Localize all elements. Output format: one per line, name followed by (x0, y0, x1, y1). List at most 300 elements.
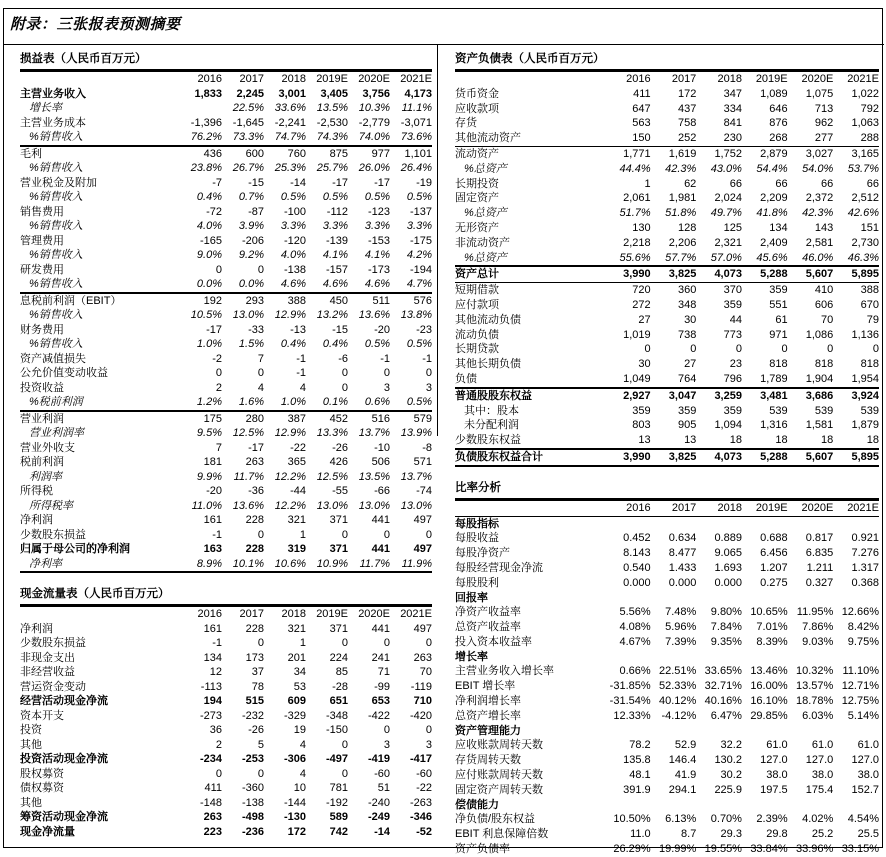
row-label: 投入资本收益率 (455, 635, 532, 648)
cell-value: 515 (245, 695, 264, 707)
cell-value: -23 (416, 323, 432, 336)
row-label: 每股经营现金净流 (455, 561, 543, 574)
cell-value: 497 (413, 514, 432, 526)
cell-value: 388 (264, 293, 306, 309)
cell-value: 5,895 (833, 266, 879, 282)
cell-value: 2,879 (742, 146, 788, 161)
cell-value: 905 (677, 419, 697, 432)
table-row (455, 357, 879, 372)
cell-value: 4 (299, 738, 306, 751)
cell-value: 0.000 (668, 576, 697, 589)
cell-value: 4.54% (847, 813, 879, 826)
table-row (455, 313, 879, 328)
cell-value: 1,063 (851, 117, 879, 130)
cell-value: 0.5% (322, 191, 348, 203)
row-label: %销售收入 (29, 162, 83, 174)
cell-value: 70 (419, 666, 432, 678)
cell-value: 0 (257, 263, 264, 276)
cell-value: 3,165 (833, 146, 879, 161)
cell-value: 23.8% (190, 162, 222, 174)
cell-value: -137 (409, 205, 432, 218)
cell-value: 0.70% (710, 813, 742, 826)
cell-value: 1.317 (851, 561, 879, 574)
table-row (20, 395, 432, 411)
cell-value: 962 (814, 117, 834, 130)
cell-value: 3.9% (238, 220, 264, 232)
cell-value: 371 (329, 514, 348, 526)
table-row (455, 177, 879, 192)
cell-value: 7.48% (665, 606, 697, 619)
table-row (20, 277, 432, 293)
cell-value: 71 (377, 666, 390, 678)
cell-value: -20 (206, 485, 222, 497)
row-label: 少数股东损益 (20, 637, 86, 649)
cell-value: 1,086 (805, 328, 834, 341)
page-title: 附录：三张报表预测摘要 (10, 16, 181, 33)
cell-value: 172 (287, 825, 306, 838)
table-row (455, 546, 879, 561)
cell-value: 3,027 (788, 146, 834, 161)
cell-value: -100 (283, 205, 306, 218)
cell-value: 42.6% (847, 207, 879, 220)
cell-value: 5.96% (665, 621, 697, 634)
table-row (455, 664, 879, 679)
cell-value: 600 (222, 146, 264, 162)
right-column (455, 50, 879, 857)
cell-value: 1.5% (238, 338, 264, 350)
table-row (455, 388, 879, 404)
table-row (20, 411, 432, 427)
cell-value: 0 (341, 528, 348, 541)
table-row (20, 723, 432, 738)
cell-value: 25.7% (316, 162, 348, 174)
cell-value: -6 (338, 352, 348, 365)
row-label: %销售收入 (29, 249, 83, 261)
cell-value: -14 (290, 176, 306, 189)
cell-value: 6.835 (805, 547, 834, 560)
cell-value: 4,073 (696, 266, 742, 282)
cell-value: 13.7% (358, 427, 390, 439)
cell-value: 646 (769, 102, 788, 115)
cell-value: -3,071 (400, 116, 432, 129)
row-label: 负债股东权益合计 (455, 449, 605, 466)
cell-value (833, 798, 879, 813)
table-row (20, 810, 432, 825)
cell-value: 52.33% (659, 680, 697, 693)
cell-value: 1.6% (238, 396, 264, 408)
cell-value: 9.03% (802, 635, 834, 648)
cell-value: -36 (248, 485, 264, 497)
cell-value: 10.6% (274, 557, 306, 570)
cell-value: 33.6% (274, 102, 306, 114)
cell-value: 1,136 (851, 328, 879, 341)
cell-value: 0.0% (238, 278, 264, 290)
cell-value: 10.5% (190, 309, 222, 321)
row-label: 营运资金变动 (20, 680, 86, 693)
cell-value: 0 (341, 738, 348, 751)
cell-value: 13 (638, 434, 651, 447)
row-label: 营业利润 (20, 411, 180, 427)
row-label: 少数股东损益 (20, 528, 86, 541)
cell-value: 0.5% (406, 338, 432, 350)
cell-value: -52 (416, 825, 432, 838)
cell-value: -1 (422, 352, 432, 365)
cell-value: 758 (677, 117, 697, 130)
cell-value: 16.10% (750, 695, 788, 708)
cell-value: 450 (306, 293, 348, 309)
table-row (455, 266, 879, 282)
cell-value: 4 (299, 381, 306, 394)
cell-value: 228 (245, 622, 264, 635)
cell-value: -329 (283, 709, 306, 722)
cell-value: 1.0% (196, 338, 222, 350)
table-row (455, 162, 879, 177)
year-header: 2018 (696, 501, 742, 516)
cell-value: 8.9% (196, 557, 222, 570)
cell-value: 293 (222, 293, 264, 309)
cell-value: 359 (632, 404, 651, 417)
cell-value: 497 (413, 622, 432, 635)
table-row (20, 622, 432, 637)
row-label: 资本开支 (20, 709, 64, 722)
row-label: 偿债能力 (455, 798, 499, 811)
table-row (455, 738, 879, 753)
year-header: 2020E (788, 501, 834, 516)
cell-value: 971 (769, 328, 788, 341)
cell-value (696, 591, 742, 606)
cell-value: 0.5% (406, 191, 432, 203)
cell-value (742, 798, 788, 813)
cell-value: 19.99% (659, 843, 697, 856)
section-header-row (455, 798, 879, 813)
cell-value: 1,075 (805, 87, 834, 100)
row-label: 存货周转天数 (455, 754, 521, 767)
table-row (455, 328, 879, 343)
cell-value: 651 (329, 695, 348, 707)
row-label: 每股净资产 (455, 547, 510, 560)
table-row (20, 694, 432, 709)
cell-value: 803 (632, 419, 651, 432)
cell-value: 0.368 (851, 576, 879, 589)
cell-value: 0.540 (623, 561, 651, 574)
cell-value: 7.86% (802, 621, 834, 634)
row-label: 增长率 (29, 102, 62, 114)
cell-value: 2,730 (851, 236, 879, 249)
cell-value: 8.477 (668, 547, 697, 560)
cell-value: 0.000 (714, 576, 742, 589)
cell-value: -119 (410, 680, 432, 693)
year-header: 2019E (742, 501, 788, 516)
cell-value: 280 (222, 411, 264, 427)
row-label: 其他流动负债 (455, 313, 521, 326)
cell-value: 34 (293, 666, 306, 678)
cell-value: 0 (690, 343, 697, 356)
table-row (455, 146, 879, 161)
cell-value (742, 650, 788, 665)
cell-value: 42.3% (665, 162, 697, 175)
cell-value: -99 (374, 680, 390, 693)
cell-value (833, 516, 879, 531)
cell-value: 223 (203, 825, 222, 838)
cell-value: 128 (677, 221, 697, 234)
table-row (20, 825, 432, 840)
cell-value (651, 591, 697, 606)
row-label: %销售收入 (29, 191, 83, 203)
row-label: 固定资产 (455, 192, 499, 205)
cell-value: -420 (409, 709, 432, 722)
cell-value: -240 (367, 796, 390, 809)
cell-value: 61.0 (857, 739, 879, 752)
cell-value: 539 (814, 404, 834, 417)
cell-value: 61.0 (811, 739, 834, 752)
cell-value: 150 (632, 132, 651, 145)
cell-value: 792 (860, 102, 879, 115)
cell-value (180, 101, 222, 116)
row-label: 资产总计 (455, 266, 605, 282)
table-row (455, 531, 879, 546)
left-column (20, 50, 432, 839)
cell-value: 13.3% (316, 427, 348, 439)
cell-value: 359 (742, 283, 788, 298)
cell-value: 61 (775, 313, 788, 326)
cell-value: 1 (644, 177, 651, 190)
table-row (455, 709, 879, 724)
cell-value: -1,396 (190, 116, 222, 129)
cashflow-statement-body (20, 607, 432, 839)
row-label: 债权募资 (20, 782, 64, 794)
cell-value: 0.634 (668, 532, 697, 545)
row-label: 资产负债率 (455, 843, 510, 856)
cell-value: 73.3% (232, 131, 264, 143)
row-label: 现金净流量 (20, 825, 75, 838)
cell-value: -44 (290, 485, 306, 497)
cell-value: 4 (299, 767, 306, 780)
row-label: 短期借款 (455, 283, 605, 298)
table-row (20, 176, 432, 191)
cell-value: 1,904 (805, 372, 834, 385)
cell-value: 33.84% (750, 843, 788, 856)
table-row (455, 679, 879, 694)
cell-value (696, 724, 742, 739)
cell-value: 742 (329, 825, 348, 838)
table-row (20, 455, 432, 470)
cell-value: 0.66% (619, 665, 651, 678)
cell-value: 41.9 (674, 769, 697, 782)
table-row (20, 542, 432, 557)
years-header-row (20, 72, 432, 87)
cell-value: 4.08% (619, 621, 651, 634)
cell-value: 576 (390, 293, 432, 309)
cell-value: 579 (390, 411, 432, 427)
cell-value: 172 (677, 87, 697, 100)
table-row (20, 101, 432, 116)
cell-value: -13 (290, 323, 306, 336)
cell-value: 26.4% (400, 162, 432, 174)
table-row (20, 738, 432, 753)
row-label: 长期投资 (455, 177, 499, 190)
row-label: 营业利润率 (29, 427, 84, 439)
row-label: 利润率 (29, 470, 62, 483)
row-label: 资产减值损失 (20, 352, 86, 365)
row-label: 息税前利润（EBIT） (20, 293, 180, 309)
cell-value (833, 591, 879, 606)
cell-value: 334 (723, 102, 742, 115)
cell-value: -31.54% (609, 695, 651, 708)
cell-value: -15 (332, 323, 348, 336)
cell-value: 252 (677, 132, 697, 145)
cell-value: 3,047 (651, 388, 697, 404)
table-row (20, 636, 432, 651)
table-row (20, 205, 432, 220)
cell-value: 163 (203, 543, 222, 555)
cell-value: -194 (409, 263, 432, 276)
cell-value: 277 (814, 132, 834, 145)
cell-value: 10.3% (358, 102, 390, 114)
cell-value: 23 (729, 358, 742, 371)
year-header: 2021E (400, 73, 432, 85)
cell-value: 359 (723, 298, 742, 311)
table-row (20, 426, 432, 441)
cell-value: 0.1% (322, 396, 348, 408)
cell-value: 38.0 (811, 769, 834, 782)
table-row (20, 146, 432, 162)
cell-value: -123 (367, 205, 390, 218)
cell-value: 1 (299, 637, 306, 649)
cell-value (696, 516, 742, 531)
year-header: 2020E (358, 608, 390, 620)
table-row (455, 433, 879, 449)
cell-value: 551 (769, 298, 788, 311)
cell-value (605, 724, 651, 739)
cell-value: 0.0% (196, 278, 222, 290)
cell-value: 1,879 (851, 419, 879, 432)
row-label: 负债 (455, 372, 477, 385)
balance-sheet-table (455, 72, 879, 467)
cell-value: 391.9 (623, 783, 651, 796)
row-label: 投资收益 (20, 381, 64, 394)
cell-value: -22 (416, 782, 432, 794)
cell-value: 1,752 (696, 146, 742, 161)
cell-value: 9.35% (710, 635, 742, 648)
cell-value: 9.0% (196, 249, 222, 261)
table-row (20, 161, 432, 176)
cell-value: 2 (215, 738, 222, 751)
cell-value: 54.4% (756, 162, 788, 175)
cell-value (788, 724, 834, 739)
cell-value: 7.01% (756, 621, 788, 634)
cell-value: 78 (251, 680, 264, 693)
cell-value: 437 (677, 102, 697, 115)
cell-value: 12.9% (274, 427, 306, 439)
table-row (20, 513, 432, 528)
cell-value: 0 (781, 343, 788, 356)
cell-value: 2,206 (668, 236, 697, 249)
cell-value: -498 (241, 811, 264, 823)
cell-value: 3 (383, 381, 390, 394)
cell-value: 41.8% (756, 207, 788, 220)
cell-value: 0 (735, 343, 742, 356)
table-row (455, 768, 879, 783)
table-row (20, 752, 432, 767)
cell-value: 1,619 (651, 146, 697, 161)
cell-value: 818 (814, 358, 834, 371)
cell-value: 78.2 (629, 739, 651, 752)
row-label: 增长率 (455, 650, 488, 663)
cell-value: 0 (215, 367, 222, 379)
cell-value: 13.46% (750, 665, 788, 678)
cell-value: -26 (332, 441, 348, 454)
cell-value (742, 516, 788, 531)
table-row (455, 635, 879, 650)
cell-value: 1,954 (851, 372, 879, 385)
table-row (455, 842, 879, 857)
cell-value: 713 (814, 102, 834, 115)
row-label: 销售费用 (20, 205, 64, 218)
cell-value: 13.2% (316, 309, 348, 321)
cashflow-statement-table (20, 607, 432, 839)
table-row (20, 116, 432, 131)
cell-value: 7 (257, 352, 264, 365)
cell-value: 13.57% (795, 680, 834, 693)
cell-value: -72 (206, 205, 222, 218)
cell-value: -66 (374, 485, 390, 497)
year-header: 2021E (833, 501, 879, 516)
table-row (455, 102, 879, 117)
cell-value: 13.8% (400, 309, 432, 321)
table-row (455, 283, 879, 298)
cell-value: 175 (180, 411, 222, 427)
cell-value: 2,245 (236, 87, 264, 100)
cell-value: 30 (638, 358, 651, 371)
cell-value: 441 (371, 543, 390, 555)
cell-value: 875 (306, 146, 348, 162)
cell-value: 70 (821, 313, 834, 326)
table-row (455, 87, 879, 102)
cell-value: 161 (203, 514, 222, 526)
cell-value: 720 (605, 283, 651, 298)
cell-value: 79 (866, 313, 879, 326)
cell-value: 9.80% (710, 606, 742, 619)
table-row (20, 651, 432, 666)
cell-value: 57.7% (665, 251, 697, 264)
cell-value: 53.7% (847, 162, 879, 175)
table-row (20, 293, 432, 309)
cell-value: -7 (212, 176, 222, 189)
cell-value: 134 (769, 221, 788, 234)
row-label: 主营业务收入增长率 (455, 665, 554, 678)
cell-value: 74.0% (358, 131, 390, 143)
row-label: 应付款项 (455, 298, 499, 311)
cell-value: 0 (383, 528, 390, 541)
cell-value: 3,405 (320, 87, 348, 100)
cell-value: -236 (241, 825, 264, 838)
cell-value: 230 (723, 132, 742, 145)
cell-value: 0.4% (322, 338, 348, 350)
years-header-row (455, 72, 879, 87)
cell-value: 3 (425, 738, 432, 751)
table-row (20, 441, 432, 456)
cell-value: 0.452 (623, 532, 651, 545)
cell-value: 6.456 (760, 547, 788, 560)
cell-value: 13.6% (358, 309, 390, 321)
cell-value: 2,372 (805, 192, 834, 205)
cell-value: 66 (821, 177, 834, 190)
cell-value: 288 (860, 132, 879, 145)
row-label: 毛利 (20, 146, 180, 162)
cell-value: 0.5% (280, 191, 306, 203)
cell-value: 224 (329, 651, 348, 664)
year-header: 2021E (847, 73, 879, 85)
